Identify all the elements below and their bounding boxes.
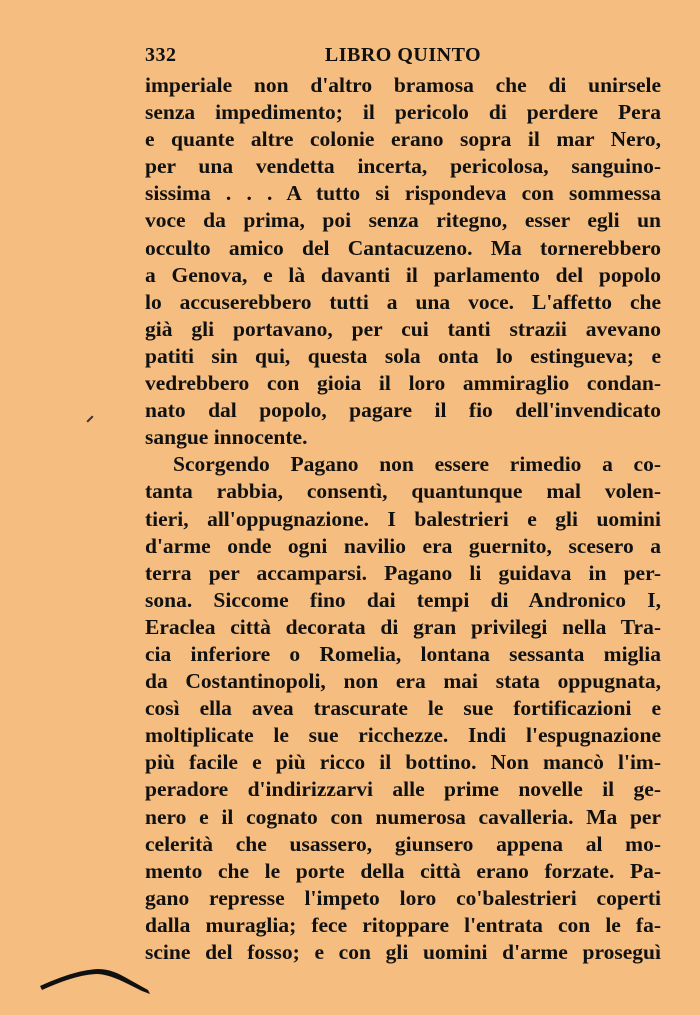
- text-line: mento che le porte della città erano forzate. Pa-: [145, 858, 661, 883]
- text-line: da Costantinopoli, non era mai stata oppugnata,: [145, 669, 661, 694]
- text-line: patiti sin qui, questa sola onta lo estingueva; e: [145, 343, 661, 368]
- text-line: cia inferiore o Romelia, lontana sessanta miglia: [145, 641, 661, 666]
- text-line: voce da prima, poi senza ritegno, esser egli un: [145, 208, 661, 233]
- text-line: celerità che usassero, giunsero appena al mo-: [145, 831, 661, 856]
- text-line: sona. Siccome fino dai tempi di Andronico I,: [145, 587, 661, 612]
- text-line: terra per accamparsi. Pagano li guidava in per-: [145, 560, 661, 585]
- text-line: a Genova, e là davanti il parlamento del popolo: [145, 262, 661, 287]
- text-line: Eraclea città decorata di gran privilegi nella Tra-: [145, 614, 661, 639]
- text-line: gano represse l'impeto loro co'balestrieri coperti: [145, 885, 661, 910]
- margin-mark: [86, 415, 93, 422]
- text-line: vedrebbero con gioia il loro ammiraglio condan-: [145, 371, 661, 396]
- text-line: e quante altre colonie erano sopra il mar Nero,: [145, 127, 661, 152]
- text-line: nero e il cognato con numerosa cavalleria. Ma per: [145, 804, 661, 829]
- text-line: moltiplicate le sue ricchezze. Indi l'espugnazione: [145, 723, 661, 748]
- text-line: lo accuserebbero tutti a una voce. L'affetto che: [145, 289, 661, 314]
- text-line: già gli portavano, per cui tanti strazii avevano: [145, 316, 661, 341]
- page-header: [145, 44, 661, 74]
- body-text: [145, 72, 661, 966]
- ink-smudge: [38, 960, 158, 1000]
- running-title: LIBRO QUINTO: [324, 44, 482, 66]
- text-line: tanta rabbia, consentì, quantunque mal volen-: [145, 479, 661, 504]
- text-line: dalla muraglia; fece ritoppare l'entrata con le fa-: [145, 912, 661, 937]
- text-line: sangue innocente.: [145, 425, 308, 450]
- text-line: scine del fosso; e con gli uomini d'arme proseguì: [145, 940, 661, 964]
- text-line: occulto amico del Cantacuzeno. Ma tornerebbero: [145, 235, 661, 260]
- text-line: nato dal popolo, pagare il fio dell'invendicato: [145, 398, 661, 423]
- text-line: d'arme onde ogni navilio era guernito, scesero a: [145, 533, 661, 558]
- text-line: sissima . . . A tutto si rispondeva con sommessa: [145, 181, 661, 206]
- text-line: per una vendetta incerta, pericolosa, sanguino-: [145, 154, 661, 179]
- text-line: più facile e più ricco il bottino. Non mancò l'im-: [145, 750, 661, 775]
- text-line: peradore d'indirizzarvi alle prime novelle il ge-: [145, 777, 661, 802]
- text-line: così ella avea trascurate le sue fortificazioni e: [145, 696, 661, 721]
- text-line: senza impedimento; il pericolo di perdere Pera: [145, 100, 661, 125]
- text-line: tieri, all'oppugnazione. I balestrieri e gli uomini: [145, 506, 661, 531]
- page-number: 332: [145, 44, 177, 66]
- text-line: Scorgendo Pagano non essere rimedio a co-: [173, 452, 661, 477]
- text-line: imperiale non d'altro bramosa che di unirsele: [145, 73, 661, 97]
